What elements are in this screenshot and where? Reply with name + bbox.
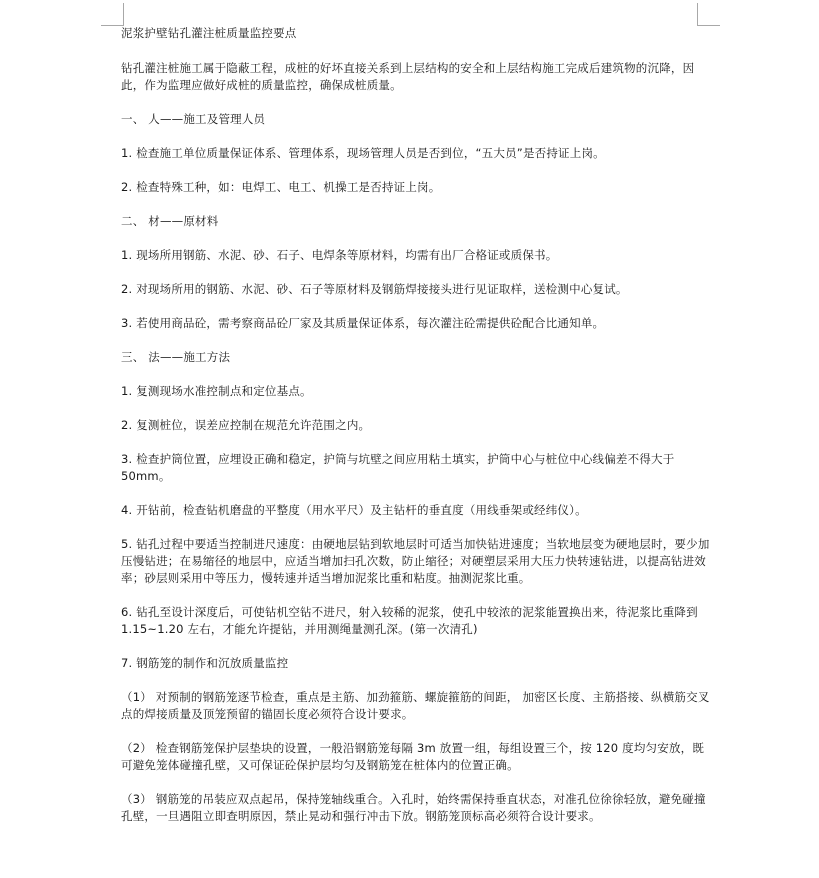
- list-item: 2. 复测桩位，误差应控制在规范允许范围之内。: [121, 418, 371, 432]
- list-item: 2. 检查特殊工种，如：电焊工、电工、机操工是否持证上岗。: [121, 180, 441, 194]
- list-item: 5. 钻孔过程中要适当控制进尺速度：由硬地层钻到软地层时可适当加快钻进速度；当软地层变为硬地层时，要少加压慢钻进；在易缩径的地层中，应适当增加扫孔次数，防止缩径；对硬塑层采用大压力快转速钻进，以提高钻进效率；砂层则采用中等压力，慢转速并适当增加泥浆比重和粘度。抽测泥浆比重。: [121, 537, 710, 585]
- list-item: 1. 检查施工单位质量保证体系、管理体系，现场管理人员是否到位，“五大员”是否持证上岗。: [121, 146, 605, 160]
- sub-list-item: （2） 检查钢筋笼保护层垫块的设置，一般沿钢筋笼每隔 3m 放置一组，每组设置三个，按 120 度均匀安放，既可避免笼体碰撞孔壁，又可保证砼保护层均匀及钢筋笼在桩体内的位置正确。: [121, 741, 705, 772]
- section-heading-people: 一、 人——施工及管理人员: [121, 112, 266, 126]
- intro-paragraph: 钻孔灌注桩施工属于隐蔽工程，成桩的好坏直接关系到上层结构的安全和上层结构施工完成后建筑物的沉降，因此，作为监理应做好成桩的质量监控，确保成桩质量。: [121, 61, 695, 92]
- sub-list-item: （3） 钢筋笼的吊装应双点起吊，保持笼轴线重合。入孔时，始终需保持垂直状态，对准孔位徐徐轻放，避免碰撞孔壁，一旦遇阻立即查明原因，禁止晃动和强行冲击下放。钢筋笼顶标高必须符合设计要求。: [121, 792, 706, 823]
- page-corner-mark-top-left: [101, 3, 124, 26]
- section-heading-materials: 二、 材——原材料: [121, 214, 219, 228]
- page-corner-mark-top-right: [697, 3, 720, 26]
- list-item: 1. 现场所用钢筋、水泥、砂、石子、电焊条等原材料，均需有出厂合格证或质保书。: [121, 248, 558, 262]
- list-item: 6. 钻孔至设计深度后，可使钻机空钻不进尺，射入较稀的泥浆，使孔中较浓的泥浆能置换出来，待泥浆比重降到 1.15~1.20 左右，才能允许提钻，并用测绳量测孔深。(第一次清孔): [121, 605, 698, 636]
- list-item: 3. 若使用商品砼，需考察商品砼厂家及其质量保证体系，每次灌注砼需提供砼配合比通知单。: [121, 316, 605, 330]
- list-item: 1. 复测现场水准控制点和定位基点。: [121, 384, 312, 398]
- document-body: [121, 25, 711, 842]
- list-item: 3. 检查护筒位置，应埋设正确和稳定，护筒与坑壁之间应用粘土填实，护筒中心与桩位中心线偏差不得大于 50mm。: [121, 452, 675, 483]
- list-item: 2. 对现场所用的钢筋、水泥、砂、石子等原材料及钢筋焊接接头进行见证取样，送检测中心复试。: [121, 282, 628, 296]
- document-title: 泥浆护壁钻孔灌注桩质量监控要点: [121, 26, 297, 40]
- sub-list-item: （1） 对预制的钢筋笼逐节检查，重点是主筋、加劲箍筋、螺旋箍筋的间距， 加密区长度、主筋搭接、纵横筋交叉点的焊接质量及顶笼预留的锚固长度必须符合设计要求。: [121, 690, 710, 721]
- list-item: 4. 开钻前，检查钻机磨盘的平整度（用水平尺）及主钻杆的垂直度（用线垂架或经纬仪）。: [121, 503, 587, 517]
- list-item: 7. 钢筋笼的制作和沉放质量监控: [121, 656, 289, 670]
- section-heading-methods: 三、 法——施工方法: [121, 350, 231, 364]
